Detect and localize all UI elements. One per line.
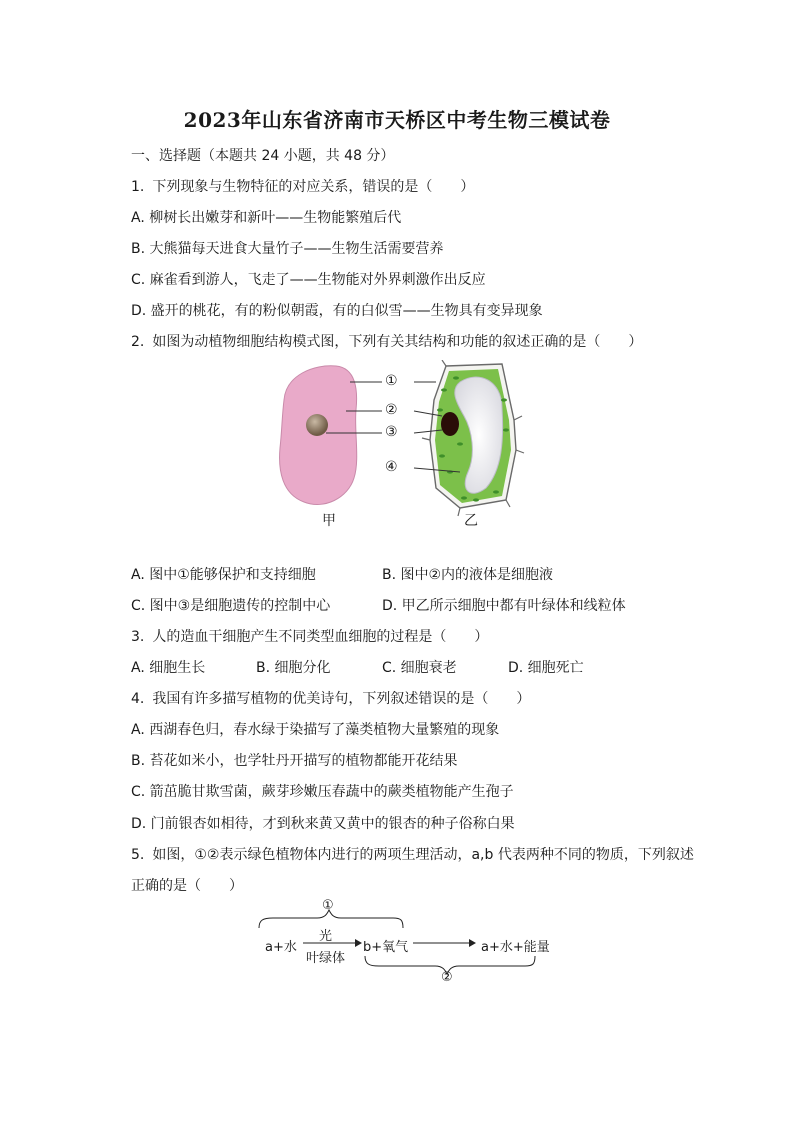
option-4c: C. 箭茁脆甘欺雪菌，蕨芽珍嫩压春蔬中的蕨类植物能产生孢子	[131, 784, 514, 800]
question-number: 4.	[131, 691, 145, 707]
question-1	[131, 177, 474, 197]
option-1a: A. 柳树长出嫩芽和新叶——生物能繁殖后代	[131, 210, 402, 226]
question-number: 1.	[131, 179, 145, 195]
option-1d: D. 盛开的桃花，有的粉似朝霞，有的白似雪——生物具有变异现象	[131, 303, 543, 319]
option-4a: A. 西湖春色归，春水绿于染描写了藻类植物大量繁殖的现象	[131, 722, 500, 738]
cell-structure-figure	[264, 360, 544, 532]
equation-right: a+水+能量	[481, 940, 550, 955]
cell-diagram	[264, 360, 544, 532]
question-5	[131, 845, 694, 865]
option-3b: B. 细胞分化	[256, 660, 331, 676]
equation-condition-light: 光	[319, 929, 333, 944]
question-stem: 下列现象与生物特征的对应关系，错误的是（ ）	[152, 179, 475, 195]
question-5-cont: 正确的是（ ）	[131, 878, 243, 894]
equation-mark-2: ②	[441, 970, 453, 985]
option-4d: D. 门前银杏如相待，才到秋来黄又黄中的银杏的种子俗称白果	[131, 816, 515, 832]
question-number: 5.	[131, 847, 145, 863]
label-jia: 甲	[322, 513, 336, 529]
option-3c: C. 细胞衰老	[382, 660, 457, 676]
label-yi: 乙	[464, 513, 478, 529]
option-2c: C. 图中③是细胞遗传的控制中心	[131, 598, 331, 614]
question-stem: 我国有许多描写植物的优美诗句，下列叙述错误的是（ ）	[152, 691, 531, 707]
option-1b: B. 大熊猫每天进食大量竹子——生物生活需要营养	[131, 241, 444, 257]
section-heading: 一、选择题（本题共 24 小题，共 48 分）	[131, 148, 395, 164]
option-3a: A. 细胞生长	[131, 660, 206, 676]
option-4b: B. 苔花如米小，也学牡丹开描写的植物都能开花结果	[131, 753, 458, 769]
option-2b: B. 图中②内的液体是细胞液	[382, 567, 554, 583]
photosynthesis-equation	[255, 898, 555, 988]
equation-mark-1: ①	[322, 898, 334, 913]
question-stem: 人的造血干细胞产生不同类型血细胞的过程是（ ）	[152, 629, 489, 645]
option-2a: A. 图中①能够保护和支持细胞	[131, 567, 316, 583]
page-title: 2023年山东省济南市天桥区中考生物三模试卷	[183, 108, 611, 132]
question-3	[131, 627, 488, 647]
option-3d: D. 细胞死亡	[508, 660, 584, 676]
marker-4: ④	[385, 459, 398, 475]
marker-1: ①	[385, 373, 398, 389]
option-2d: D. 甲乙所示细胞中都有叶绿体和线粒体	[382, 598, 626, 614]
equation-middle: b+氧气	[363, 940, 409, 955]
equation-condition-chloroplast: 叶绿体	[306, 951, 346, 966]
question-number: 3.	[131, 629, 145, 645]
animal-nucleus	[306, 414, 328, 436]
question-stem: 如图为动植物细胞结构模式图，下列有关其结构和功能的叙述正确的是（ ）	[152, 334, 643, 350]
option-1c: C. 麻雀看到游人，飞走了——生物能对外界刺激作出反应	[131, 272, 486, 288]
question-2	[131, 332, 642, 352]
question-number: 2.	[131, 334, 145, 350]
marker-2: ②	[385, 402, 398, 418]
plant-nucleus	[441, 412, 459, 436]
question-4	[131, 689, 530, 709]
question-stem: 如图，①②表示绿色植物体内进行的两项生理活动，a,b 代表两种不同的物质，下列叙述	[152, 847, 694, 863]
marker-3: ③	[385, 424, 398, 440]
equation-left: a+水	[265, 940, 297, 955]
